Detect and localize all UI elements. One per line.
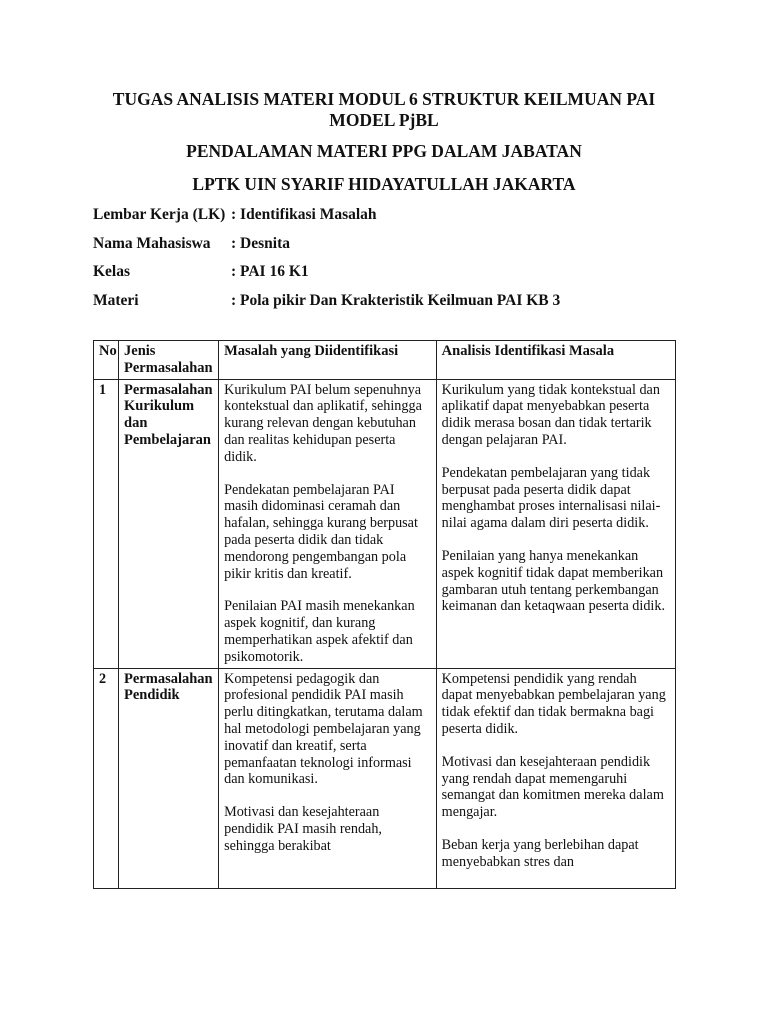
document-title [80, 89, 688, 131]
table-row [94, 379, 676, 668]
table-row [94, 668, 676, 888]
analisis-paragraph: Kurikulum yang tidak kontekstual dan aplikatif dapat menyebabkan peserta didik merasa bosan dan tidak tertarik dengan pelajaran PAI. [441, 381, 660, 448]
table-header-row [94, 341, 676, 380]
meta-value: : Pola pikir Dan Krakteristik Keilmuan PAI KB 3 [231, 292, 561, 310]
meta-info [93, 201, 693, 315]
analysis-table [93, 340, 676, 889]
meta-row-nama [93, 230, 693, 259]
meta-label: Nama Mahasiswa [93, 234, 211, 252]
header-no: No [94, 341, 119, 380]
masalah-paragraph: Penilaian PAI masih menekankan aspek kognitif, dan kurang memperhatikan aspek afektif dan psikomotorik. [224, 598, 415, 665]
meta-row-materi [93, 287, 693, 316]
analisis-paragraph: Kompetensi pendidik yang rendah dapat menyebabkan pembelajaran yang tidak efektif dan tidak bermakna bagi peserta didik. [441, 670, 666, 737]
institution-title: LPTK UIN SYARIF HIDAYATULLAH JAKARTA [192, 174, 576, 194]
meta-label: Lembar Kerja (LK) [93, 206, 226, 224]
masalah-paragraph: Kurikulum PAI belum sepenuhnya kontekstual dan aplikatif, sehingga kurang relevan dengan kebutuhan dan realitas kehidupan peserta didik. [224, 381, 422, 465]
masalah-paragraph: Pendekatan pembelajaran PAI masih didominasi ceramah dan hafalan, sehingga kurang berpusat pada peserta didik dan tidak mendorong pengembangan pola pikir kritis dan kreatif. [224, 481, 418, 582]
row-jenis: Permasalahan Kurikulum dan Pembelajaran [119, 379, 219, 668]
title-line-1: TUGAS ANALISIS MATERI MODUL 6 STRUKTUR KEILMUAN PAI [112, 89, 656, 109]
meta-row-lk [93, 201, 693, 230]
row-masalah [219, 379, 437, 668]
title-line-2: MODEL PjBL [329, 110, 439, 130]
subtitle: PENDALAMAN MATERI PPG DALAM JABATAN [186, 141, 582, 161]
row-analisis [436, 379, 675, 668]
meta-value: : PAI 16 K1 [231, 263, 309, 281]
analisis-paragraph: Pendekatan pembelajaran yang tidak berpusat pada peserta didik dapat menghambat proses internalisasi nilai-nilai agama dalam diri peserta didik. [441, 464, 661, 532]
row-number: 2 [94, 668, 119, 888]
meta-value: : Desnita [231, 234, 290, 252]
analisis-paragraph: Beban kerja yang berlebihan dapat menyebabkan stres dan [441, 836, 639, 870]
masalah-paragraph: Motivasi dan kesejahteraan pendidik PAI masih rendah, sehingga berakibat [224, 804, 382, 854]
row-number: 1 [94, 379, 119, 668]
header-jenis: Jenis Permasalahan [119, 341, 219, 380]
row-analisis [436, 668, 675, 888]
header-analisis: Analisis Identifikasi Masala [436, 341, 675, 380]
meta-row-kelas [93, 258, 693, 287]
analisis-paragraph: Penilaian yang hanya menekankan aspek kognitif tidak dapat memberikan gambaran utuh tentang perkembangan keimanan dan ketaqwaan peserta didik. [441, 547, 666, 615]
row-masalah [219, 668, 437, 888]
analisis-paragraph: Motivasi dan kesejahteraan pendidik yang rendah dapat memengaruhi semangat dan komitmen mereka dalam mengajar. [441, 753, 664, 821]
masalah-paragraph: Kompetensi pedagogik dan profesional pendidik PAI masih perlu ditingkatkan, terutama dalam hal metodologi pembelajaran yang inovatif dan kreatif, serta pemanfaatan teknologi informasi dan komunikasi. [224, 670, 423, 788]
row-jenis: Permasalahan Pendidik [119, 668, 219, 888]
header-masalah: Masalah yang Diidentifikasi [219, 341, 437, 380]
meta-value: : Identifikasi Masalah [231, 206, 377, 224]
meta-label: Materi [93, 292, 139, 310]
meta-label: Kelas [93, 263, 131, 281]
